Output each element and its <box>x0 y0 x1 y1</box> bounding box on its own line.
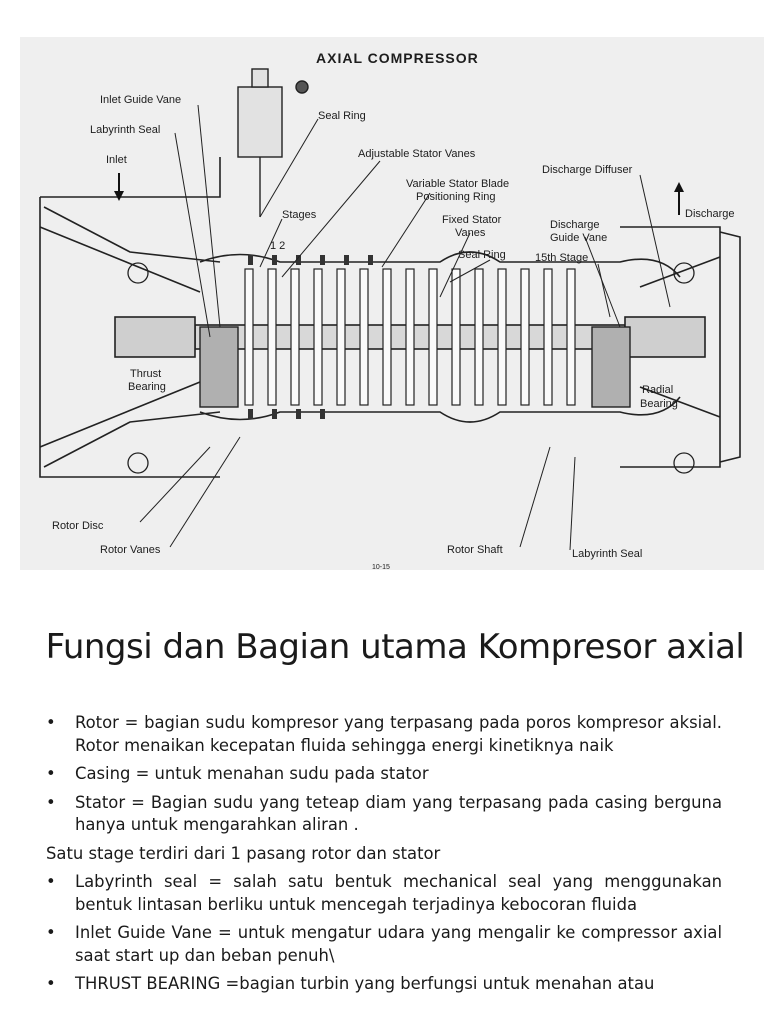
bullet-dot: • <box>46 713 56 732</box>
label-positioning-ring: Positioning Ring <box>416 191 496 203</box>
bullet-text: THRUST BEARING =bagian turbin yang berfungsi untuk menahan atau <box>75 974 655 993</box>
label-radial: Radial <box>642 384 674 396</box>
bullet-dot: • <box>46 764 56 783</box>
axial-compressor-diagram <box>20 37 764 570</box>
label-discharge: Discharge <box>685 208 735 220</box>
label-inlet-guide-vane: Inlet Guide Vane <box>100 94 182 106</box>
label-seal-ring-mid: Seal Ring <box>458 249 506 261</box>
label-page-mark: 10-15 <box>372 564 390 570</box>
label-inlet: Inlet <box>106 154 127 166</box>
diagram-title: AXIAL COMPRESSOR <box>316 50 479 66</box>
label-rotor-disc: Rotor Disc <box>52 520 104 532</box>
label-stage-numbers: 1 2 <box>270 240 286 252</box>
label-guide-vane: Guide Vane <box>550 232 608 244</box>
bullet-stator <box>46 792 722 837</box>
label-seal-ring-top: Seal Ring <box>318 110 366 122</box>
label-variable-stator-blade: Variable Stator Blade <box>406 178 510 190</box>
label-rotor-shaft: Rotor Shaft <box>447 544 503 556</box>
bullet-text: Labyrinth seal = salah satu bentuk mechanical seal yang menggunakan bentuk lintasan berliku untuk mencegah terjadinya kebocoran fluida <box>75 872 722 914</box>
bullet-list <box>46 712 722 1002</box>
bullet-text: Stator = Bagian sudu yang teteap diam yang terpasang pada casing berguna hanya untuk mengarahkan aliran . <box>75 792 722 834</box>
label-labyrinth-seal-bottom: Labyrinth Seal <box>572 548 643 560</box>
bullet-rotor <box>46 712 722 757</box>
label-fixed-stator: Fixed Stator <box>442 214 502 226</box>
bullet-labyrinth-seal <box>46 871 722 916</box>
label-thrust: Thrust <box>130 368 162 380</box>
bullet-inlet-guide-vane <box>46 922 722 967</box>
label-rotor-vanes: Rotor Vanes <box>100 544 161 556</box>
label-15th-stage: 15th Stage <box>535 252 589 264</box>
label-fixed-stator-vanes: Vanes <box>455 227 486 239</box>
bullet-casing <box>46 763 722 786</box>
label-labyrinth-seal-top: Labyrinth Seal <box>90 124 161 136</box>
label-discharge-diffuser: Discharge Diffuser <box>542 164 633 176</box>
bullet-thrust-bearing <box>46 973 722 996</box>
stage-note: Satu stage terdiri dari 1 pasang rotor dan stator <box>46 843 441 863</box>
bullet-dot: • <box>46 923 56 942</box>
label-adjustable-stator-vanes: Adjustable Stator Vanes <box>358 148 476 160</box>
label-stages: Stages <box>282 209 317 221</box>
label-discharge-guide: Discharge <box>550 219 600 231</box>
bullet-text: Casing = untuk menahan sudu pada stator <box>75 764 429 783</box>
bullet-text: Rotor = bagian sudu kompresor yang terpasang pada poros kompresor aksial. Rotor menaikan kecepatan fluida sehingga energi kinetiknya naik <box>75 713 722 755</box>
bullet-dot: • <box>46 792 56 812</box>
bullet-dot: • <box>46 974 56 993</box>
label-thrust-bearing: Bearing <box>128 381 166 393</box>
label-radial-bearing: Bearing <box>640 398 678 410</box>
bullet-text: Inlet Guide Vane = untuk mengatur udara yang mengalir ke compressor axial saat start up dan beban penuh\ <box>75 923 722 965</box>
slide-title: Fungsi dan Bagian utama Kompresor axial <box>45 626 745 667</box>
bullet-dot: • <box>46 872 56 891</box>
